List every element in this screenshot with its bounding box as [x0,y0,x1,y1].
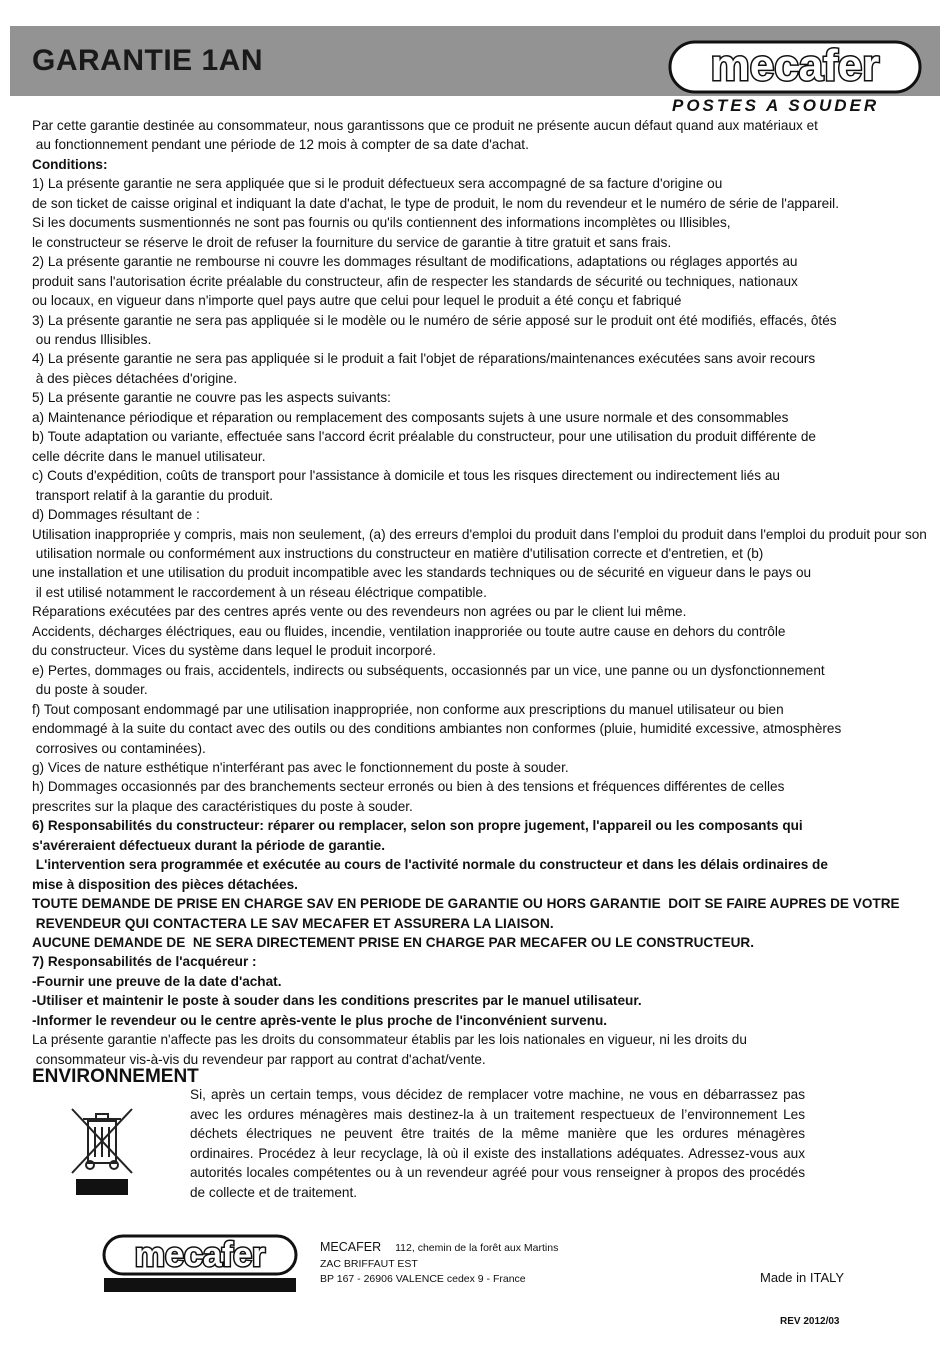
warranty-line: à des pièces détachées d'origine. [32,370,238,386]
address-line-3: BP 167 - 26906 VALENCE cedex 9 - France [320,1273,526,1285]
warranty-line: consommateur vis-à-vis du revendeur par rapport au contrat d'achat/vente. [32,1051,486,1067]
address-line-2: ZAC BRIFFAUT EST [320,1257,418,1270]
warranty-line: Accidents, décharges éléctriques, eau ou fluides, incendie, ventilation inapproriée ou toute autre cause en dehors du contrôle [32,623,786,639]
warranty-text [32,116,932,1069]
logo-text: mecafer [710,41,880,90]
warranty-line: d) Dommages résultant de : [32,507,200,523]
warranty-line: La présente garantie n'affecte pas les droits du consommateur établis par les lois nationales en vigueur, ni les droits du [32,1032,747,1048]
environment-paragraph [190,1085,805,1202]
warranty-line: de son ticket de caisse original et indiquant la date d'achat, le type de produit, le nom du revendeur et le numéro de série de l'appareil. [32,195,839,211]
warranty-line: -Fournir une preuve de la date d'achat. [32,973,282,989]
logo-subtitle: POSTES A SOUDER [672,96,880,115]
weee-crossed-bin-icon [68,1105,136,1197]
warranty-line: 7) Responsabilités de l'acquéreur : [32,954,257,970]
warranty-line: transport relatif à la garantie du produit. [32,487,274,503]
warranty-line: REVENDEUR QUI CONTACTERA LE SAV MECAFER ET ASSURERA LA LIAISON. [32,915,554,931]
warranty-line: endommagé à la suite du contact avec des outils ou des conditions ambiantes non conformes (pluie, humidité excessive, atmosphères [32,721,842,737]
warranty-line: celle décrite dans le manuel utilisateur. [32,448,266,464]
warranty-line: le constructeur se réserve le droit de refuser la fourniture du service de garantie à titre gratuit et sans frais. [32,234,672,250]
warranty-line: L'intervention sera programmée et exécutée au cours de l'activité normale du constructeur et dans les délais ordinaires de [32,857,828,873]
made-in: Made in ITALY [760,1270,845,1285]
warranty-line: Par cette garantie destinée au consommateur, nous garantissons que ce produit ne présente aucun défaut quand aux matériaux et [32,118,818,133]
environment-text: Si, après un certain temps, vous décidez de remplacer votre machine, ne vous en débarrassez pas avec les ordures ménagères mais destinez-la à un traitement respectueux de l’environnement Les déchets électriques ne peuvent être traités de la même manière que les ordures ménagères ordinaires. Procédez à leur recyclage, là où il existe des installations adéquates. Adressez-vous aux autorités locales compétentes ou à un revendeur agréé pour vous renseigner à propos des procédés de collecte et de traitement. [190,1087,805,1200]
warranty-line: corrosives ou contaminées). [32,740,206,756]
company-address [320,1240,558,1288]
warranty-line: du poste à souder. [32,682,148,698]
warranty-line: c) Couts d'expédition, coûts de transport pour l'assistance à domicile et tous les risques directement ou indirectement liés au [32,468,780,484]
warranty-line: 5) La présente garantie ne couvre pas les aspects suivants: [32,390,391,406]
warranty-line: Conditions: [32,156,108,172]
company-name: MECAFER [320,1240,382,1254]
warranty-line: produit sans l'autorisation écrite préalable du constructeur, afin de respecter les standards de sécurité ou techniques, nationaux [32,273,798,289]
address-line-1: 112, chemin de la forêt aux Martins [395,1242,559,1254]
warranty-line: g) Vices de nature esthétique n'interférant pas avec le fonctionnement du poste à souder. [32,759,569,775]
warranty-line: 1) La présente garantie ne sera appliquée que si le produit défectueux sera accompagné de sa facture d'origine ou [32,176,723,192]
warranty-line: mise à disposition des pièces détachées. [32,876,298,892]
warranty-line: il est utilisé notamment le raccordement à un réseau éléctrique compatible. [32,584,487,600]
warranty-line: ou locaux, en vigueur dans n'importe quel pays autre que celui pour lequel le produit a été conçu et fabriqué [32,293,682,309]
warranty-line: AUCUNE DEMANDE DE NE SERA DIRECTEMENT PRISE EN CHARGE PAR MECAFER OU LE CONSTRUCTEUR. [32,935,755,951]
warranty-line: 3) La présente garantie ne sera pas appliquée si le modèle ou le numéro de série apposé sur le produit ont été modifiés, effacés, ôtés [32,312,837,328]
warranty-line: utilisation normale ou conformément aux instructions du constructeur en matière d'utilisation correcte et d'entretien, et (b) [32,545,764,561]
warranty-line: prescrites sur la plaque des caractéristiques du poste à souder. [32,798,413,814]
warranty-line: au fonctionnement pendant une période de 12 mois à compter de sa date d'achat. [32,137,529,153]
warranty-line: e) Pertes, dommages ou frais, accidentels, indirects ou subséquents, occasionnés par un vice, une panne ou un dysfonctionnement [32,662,825,678]
warranty-line: h) Dommages occasionnés par des branchements secteur erronés ou bien à des tensions et fréquences différentes de celles [32,779,785,795]
warranty-line: une installation et une utilisation du produit incompatible avec les standards techniques ou de sécurité en vigueur dans le pays ou [32,565,812,581]
warranty-line: 4) La présente garantie ne sera pas appliquée si le produit a fait l'objet de réparations/maintenances exécutées sans avoir recours [32,351,816,367]
revision-number: REV 2012/03 [780,1316,840,1327]
warranty-line: ou rendus Illisibles. [32,331,152,347]
warranty-line: Utilisation inappropriée y compris, mais non seulement, (a) des erreurs d'emploi du produit dans l'emploi du produit dans l'emploi du produit pour son [32,526,927,542]
warranty-line: -Informer le revendeur ou le centre après-vente le plus proche de l'inconvénient survenu. [32,1012,608,1028]
page-title: GARANTIE 1AN [32,44,264,77]
warranty-line: -Utiliser et maintenir le poste à souder dans les conditions prescrites par le manuel utilisateur. [32,993,642,1009]
warranty-line: f) Tout composant endommagé par une utilisation inappropriée, non conforme aux prescriptions du manuel utilisateur ou bien [32,701,784,717]
warranty-line: TOUTE DEMANDE DE PRISE EN CHARGE SAV EN PERIODE DE GARANTIE OU HORS GARANTIE DOIT SE FAIRE AUPRES DE VOTRE [32,896,900,912]
warranty-line: Si les documents susmentionnés ne sont pas fournis ou qu'ils contiennent des informations incomplètes ou Illisibles, [32,215,731,231]
warranty-line: s'avéreraient défectueux durant la période de garantie. [32,837,386,853]
warranty-line: 6) Responsabilités du constructeur: réparer ou remplacer, selon son propre jugement, l'appareil ou les composants qui [32,818,803,834]
warranty-line: du constructeur. Vices du système dans lequel le produit incorporé. [32,643,437,659]
warranty-line: b) Toute adaptation ou variante, effectuée sans l'accord écrit préalable du constructeur, pour une utilisation du produit différente de [32,429,816,445]
warranty-line: a) Maintenance périodique et réparation ou remplacement des composants sujets à une usure normale et des consommables [32,409,789,425]
footer-mecafer-logo [102,1232,298,1294]
mecafer-logo [668,36,922,94]
warranty-line: Réparations exécutées par des centres aprés vente ou des revendeurs non agrées ou par le client lui même. [32,604,687,620]
footer-logo-text: mecafer [134,1236,266,1274]
environment-title: ENVIRONNEMENT [32,1066,199,1087]
warranty-line: 2) La présente garantie ne rembourse ni couvre les dommages résultant de modifications, adaptations ou réglages apportés au [32,254,798,270]
